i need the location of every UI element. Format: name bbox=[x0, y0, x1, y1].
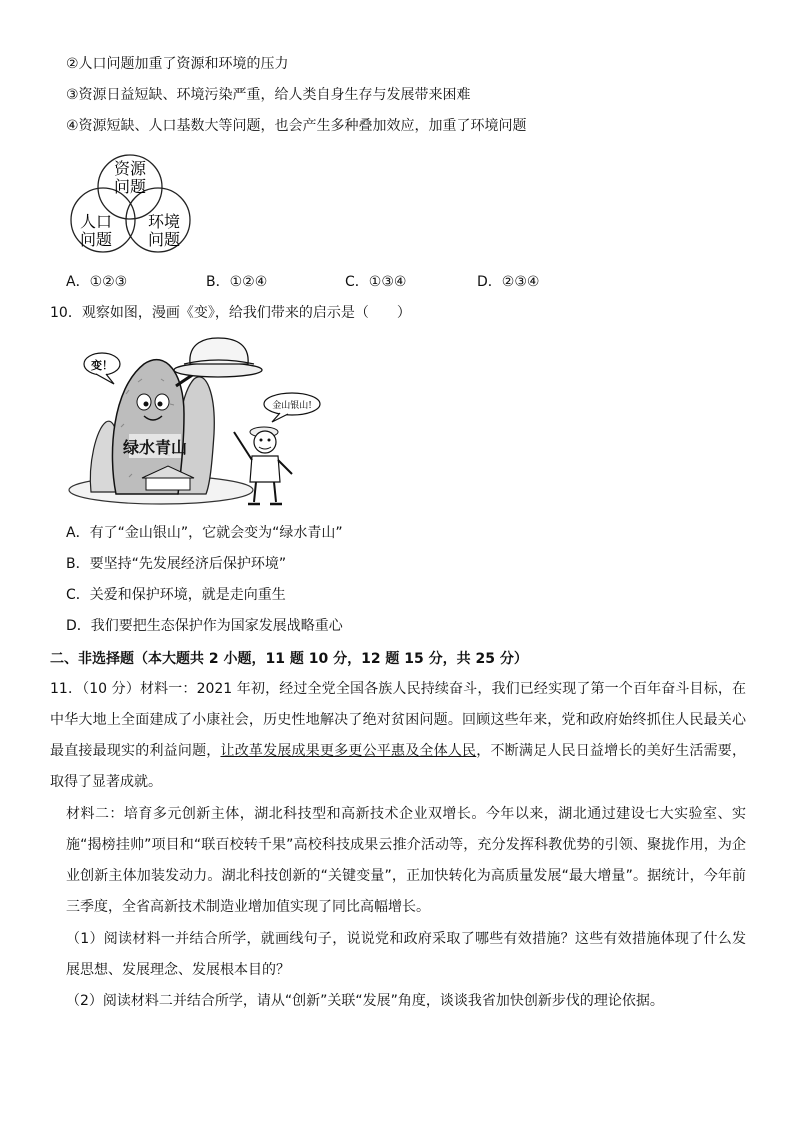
q9-option-a[interactable]: A．①②③ bbox=[66, 274, 128, 290]
q10-option-c[interactable]: C．关爱和保护环境，就是走向重生 bbox=[66, 587, 286, 603]
venn-label-top-2: 问题 bbox=[113, 177, 147, 196]
q11-material-1 bbox=[50, 674, 746, 798]
venn-label-left-1: 人口 bbox=[79, 212, 113, 231]
q10-option-a[interactable]: A．有了“金山银山”，它就会变为“绿水青山” bbox=[66, 525, 343, 541]
section-heading: 二、非选择题（本大题共 2 小题，11 题 10 分，12 题 15 分，共 25 分） bbox=[50, 651, 528, 667]
q11-sub-question-2: （2）阅读材料二并结合所学，请从“创新”关联“发展”角度，谈谈我省加快创新步伐的理论依据。 bbox=[66, 993, 664, 1009]
mountain-label: 绿水青山 bbox=[122, 438, 188, 457]
q11-m1-pre: 11．（10 分）材料一：2021 年初，经过全党全国各族人民持续奋斗，我们已经实现了第一个百年奋斗目标，在中华大地上全面建成了小康社会，历史性地解决了绝对贫困问题。回顾这些年来，党和政府始终抓住人民最关心最直接最现实的利益问题， bbox=[50, 681, 746, 759]
q10-option-b[interactable]: B．要坚持“先发展经济后保护环境” bbox=[66, 556, 287, 572]
q11-m1-post: ，不断满足人民日益增长的美好生活需要，取得了显著成就。 bbox=[50, 743, 746, 790]
q11-material-2: 材料二：培育多元创新主体，湖北科技型和高新技术企业双增长。今年以来，湖北通过建设七大实验室、实施“揭榜挂帅”项目和“联百校转千果”高校科技成果云推介活动等，充分发挥科教优势的引领、聚拢作用，为企业创新主体加装发动力。湖北科技创新的“关键变量”，正加快转化为高质量发展“最大增量”。据统计，今年前三季度，全省高新技术制造业增加值实现了同比高幅增长。 bbox=[66, 806, 746, 915]
bubble-left-text: 变！ bbox=[91, 359, 113, 372]
q11-m1-underlined: 让改革发展成果更多更公平惠及全体人民 bbox=[220, 743, 477, 759]
cartoon-illustration bbox=[66, 334, 321, 512]
venn-label-right-1: 环境 bbox=[147, 212, 181, 231]
q10-option-d[interactable]: D．我们要把生态保护作为国家发展战略重心 bbox=[66, 618, 343, 634]
venn-label-left-2: 问题 bbox=[79, 230, 113, 249]
statement-2: ②人口问题加重了资源和环境的压力 bbox=[66, 56, 289, 72]
q10-stem: 10．观察如图，漫画《变》，给我们带来的启示是（ ） bbox=[50, 305, 411, 321]
statement-4: ④资源短缺、人口基数大等问题，也会产生多种叠加效应，加重了环境问题 bbox=[66, 118, 527, 134]
q9-option-c[interactable]: C．①③④ bbox=[345, 274, 407, 290]
venn-label-top-1: 资源 bbox=[113, 159, 147, 178]
venn-diagram bbox=[66, 150, 196, 256]
q9-option-b[interactable]: B．①②④ bbox=[206, 274, 268, 290]
bubble-right-text: 金山银山! bbox=[272, 401, 312, 411]
statement-3: ③资源日益短缺、环境污染严重，给人类自身生存与发展带来困难 bbox=[66, 87, 471, 103]
q9-option-d[interactable]: D．②③④ bbox=[477, 274, 540, 290]
q11-sub-question-1: （1）阅读材料一并结合所学，就画线句子，说说党和政府采取了哪些有效措施？这些有效措施体现了什么发展思想、发展理念、发展根本目的？ bbox=[66, 931, 746, 978]
venn-label-right-2: 问题 bbox=[147, 230, 181, 249]
